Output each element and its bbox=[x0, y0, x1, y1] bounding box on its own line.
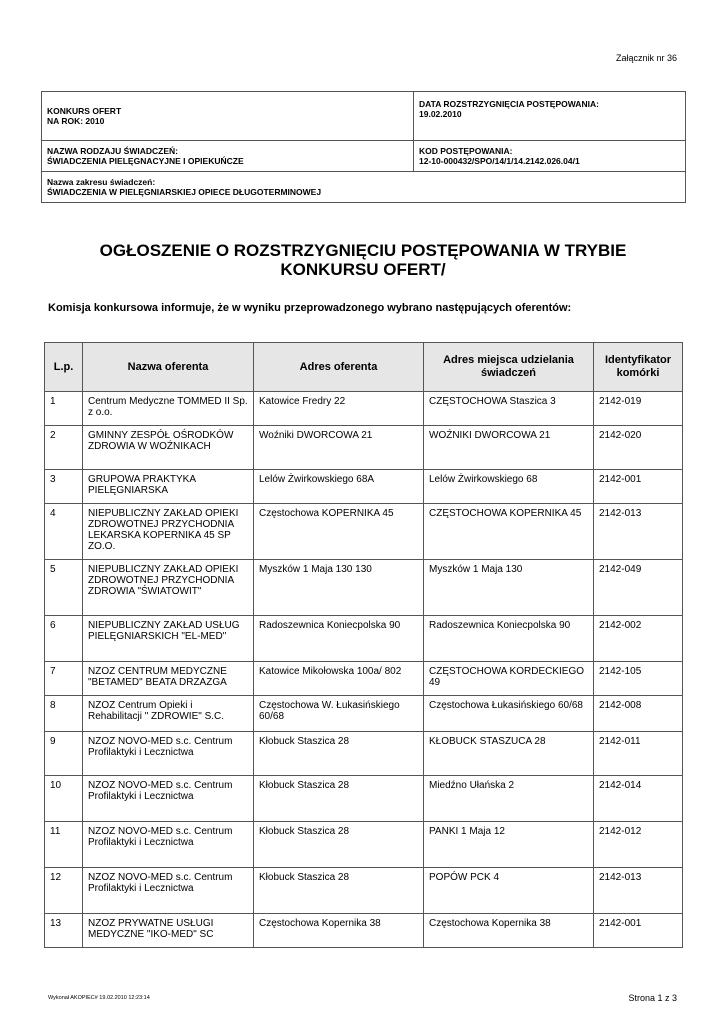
table-row bbox=[45, 662, 683, 696]
cell-id: 2142-020 bbox=[594, 426, 683, 470]
table-row bbox=[45, 822, 683, 868]
cell-name: NZOZ NOVO-MED s.c. Centrum Profilaktyki i Lecznictwa bbox=[83, 732, 254, 776]
cell-name: Centrum Medyczne TOMMED II Sp. z o.o. bbox=[83, 392, 254, 426]
cell-address: Myszków 1 Maja 130 130 bbox=[254, 560, 424, 616]
cell-id: 2142-001 bbox=[594, 914, 683, 948]
table-row bbox=[45, 426, 683, 470]
cell-lp: 8 bbox=[45, 696, 83, 732]
page-title bbox=[41, 241, 685, 279]
cell-address: Radoszewnica Koniecpolska 90 bbox=[254, 616, 424, 662]
cell-place: PANKI 1 Maja 12 bbox=[424, 822, 594, 868]
header-name: Nazwa oferenta bbox=[83, 343, 254, 392]
procedure-code-cell bbox=[414, 141, 686, 172]
cell-lp: 2 bbox=[45, 426, 83, 470]
cell-id: 2142-013 bbox=[594, 504, 683, 560]
cell-address: Kłobuck Staszica 28 bbox=[254, 732, 424, 776]
contest-label: KONKURS OFERT bbox=[47, 106, 122, 116]
cell-id: 2142-012 bbox=[594, 822, 683, 868]
cell-place: Częstochowa Kopernika 38 bbox=[424, 914, 594, 948]
cell-address: Częstochowa KOPERNIKA 45 bbox=[254, 504, 424, 560]
cell-place: Częstochowa Łukasińskiego 60/68 bbox=[424, 696, 594, 732]
cell-name: NZOZ NOVO-MED s.c. Centrum Profilaktyki i Lecznictwa bbox=[83, 776, 254, 822]
cell-name: NZOZ PRYWATNE USŁUGI MEDYCZNE "IKO-MED" SC bbox=[83, 914, 254, 948]
cell-name: NIEPUBLICZNY ZAKŁAD OPIEKI ZDROWOTNEJ PRZYCHODNIA LEKARSKA KOPERNIKA 45 SP ZO.O. bbox=[83, 504, 254, 560]
cell-place: Miedźno Ułańska 2 bbox=[424, 776, 594, 822]
table-header-row bbox=[45, 343, 683, 392]
cell-lp: 9 bbox=[45, 732, 83, 776]
header-id: Identyfikator komórki bbox=[594, 343, 683, 392]
table-row bbox=[45, 470, 683, 504]
cell-place: Myszków 1 Maja 130 bbox=[424, 560, 594, 616]
cell-place: KŁOBUCK STASZUCA 28 bbox=[424, 732, 594, 776]
table-row bbox=[45, 776, 683, 822]
cell-place: Radoszewnica Koniecpolska 90 bbox=[424, 616, 594, 662]
cell-place: POPÓW PCK 4 bbox=[424, 868, 594, 914]
scope-cell bbox=[42, 172, 686, 203]
decision-date: 19.02.2010 bbox=[419, 109, 462, 119]
cell-address: Kłobuck Staszica 28 bbox=[254, 868, 424, 914]
service-type-label: NAZWA RODZAJU ŚWIADCZEŃ: bbox=[47, 146, 178, 156]
cell-name: NZOZ CENTRUM MEDYCZNE "BETAMED" BEATA DRZAZGA bbox=[83, 662, 254, 696]
cell-lp: 6 bbox=[45, 616, 83, 662]
table-row bbox=[45, 914, 683, 948]
cell-name: NZOZ Centrum Opieki i Rehabilitacji " ZDROWIE" S.C. bbox=[83, 696, 254, 732]
contest-header-table bbox=[41, 91, 686, 203]
procedure-code: 12-10-000432/SPO/14/1/14.2142.026.04/1 bbox=[419, 156, 580, 166]
scope: ŚWIADCZENIA W PIELĘGNIARSKIEJ OPIECE DŁUGOTERMINOWEJ bbox=[47, 187, 322, 197]
title-line-1: OGŁOSZENIE O ROZSTRZYGNIĘCIU POSTĘPOWANIA W TRYBIE bbox=[99, 241, 627, 260]
table-row bbox=[45, 560, 683, 616]
table-row bbox=[45, 392, 683, 426]
title-line-2: KONKURSU OFERT/ bbox=[280, 260, 446, 279]
cell-address: Lelów Żwirkowskiego 68A bbox=[254, 470, 424, 504]
cell-name: NIEPUBLICZNY ZAKŁAD OPIEKI ZDROWOTNEJ PRZYCHODNIA ZDROWIA "ŚWIATOWIT" bbox=[83, 560, 254, 616]
cell-place: CZĘSTOCHOWA Staszica 3 bbox=[424, 392, 594, 426]
cell-name: GMINNY ZESPÓŁ OŚRODKÓW ZDROWIA W WOŹNIKACH bbox=[83, 426, 254, 470]
table-row bbox=[45, 732, 683, 776]
cell-name: NZOZ NOVO-MED s.c. Centrum Profilaktyki i Lecznictwa bbox=[83, 822, 254, 868]
cell-address: Katowice Mikołowska 100a/ 802 bbox=[254, 662, 424, 696]
cell-name: NZOZ NOVO-MED s.c. Centrum Profilaktyki i Lecznictwa bbox=[83, 868, 254, 914]
cell-address: Kłobuck Staszica 28 bbox=[254, 822, 424, 868]
cell-lp: 7 bbox=[45, 662, 83, 696]
table-row bbox=[45, 504, 683, 560]
cell-place: CZĘSTOCHOWA KORDECKIEGO 49 bbox=[424, 662, 594, 696]
cell-place: CZĘSTOCHOWA KOPERNIKA 45 bbox=[424, 504, 594, 560]
scope-label: Nazwa zakresu świadczeń: bbox=[47, 177, 156, 187]
cell-id: 2142-019 bbox=[594, 392, 683, 426]
cell-id: 2142-008 bbox=[594, 696, 683, 732]
cell-lp: 3 bbox=[45, 470, 83, 504]
cell-address: Woźniki DWORCOWA 21 bbox=[254, 426, 424, 470]
cell-lp: 12 bbox=[45, 868, 83, 914]
procedure-code-label: KOD POSTĘPOWANIA: bbox=[419, 146, 513, 156]
table-row bbox=[45, 868, 683, 914]
cell-address: Częstochowa W. Łukasińskiego 60/68 bbox=[254, 696, 424, 732]
service-type: ŚWIADCZENIA PIELĘGNACYJNE I OPIEKUŃCZE bbox=[47, 156, 244, 166]
header-lp: L.p. bbox=[45, 343, 83, 392]
table-row bbox=[45, 696, 683, 732]
cell-lp: 11 bbox=[45, 822, 83, 868]
cell-name: GRUPOWA PRAKTYKA PIELĘGNIARSKA bbox=[83, 470, 254, 504]
cell-lp: 5 bbox=[45, 560, 83, 616]
cell-lp: 10 bbox=[45, 776, 83, 822]
cell-name: NIEPUBLICZNY ZAKŁAD USŁUG PIELĘGNIARSKICH "EL-MED" bbox=[83, 616, 254, 662]
cell-id: 2142-011 bbox=[594, 732, 683, 776]
service-type-cell bbox=[42, 141, 414, 172]
header-place: Adres miejsca udzielania świadczeń bbox=[424, 343, 594, 392]
cell-id: 2142-105 bbox=[594, 662, 683, 696]
decision-date-label: DATA ROZSTRZYGNIĘCIA POSTĘPOWANIA: bbox=[419, 99, 599, 109]
intro-text: Komisja konkursowa informuje, że w wyniku przeprowadzonego wybrano następujących oferentów: bbox=[48, 302, 572, 314]
table-row bbox=[45, 616, 683, 662]
footer-author: Wykonał AKOPIEC# 19.02.2010 12:23:14 bbox=[48, 995, 150, 1001]
cell-address: Katowice Fredry 22 bbox=[254, 392, 424, 426]
cell-id: 2142-002 bbox=[594, 616, 683, 662]
cell-id: 2142-013 bbox=[594, 868, 683, 914]
cell-lp: 13 bbox=[45, 914, 83, 948]
page-number: Strona 1 z 3 bbox=[628, 993, 677, 1003]
year-label: NA ROK: 2010 bbox=[47, 116, 105, 126]
cell-id: 2142-049 bbox=[594, 560, 683, 616]
attachment-label: Załącznik nr 36 bbox=[615, 53, 677, 63]
cell-id: 2142-001 bbox=[594, 470, 683, 504]
cell-id: 2142-014 bbox=[594, 776, 683, 822]
cell-place: Lelów Żwirkowskiego 68 bbox=[424, 470, 594, 504]
cell-place: WOŹNIKI DWORCOWA 21 bbox=[424, 426, 594, 470]
cell-address: Kłobuck Staszica 28 bbox=[254, 776, 424, 822]
decision-date-cell bbox=[414, 92, 686, 141]
cell-address: Częstochowa Kopernika 38 bbox=[254, 914, 424, 948]
contest-cell bbox=[42, 92, 414, 141]
cell-lp: 4 bbox=[45, 504, 83, 560]
cell-lp: 1 bbox=[45, 392, 83, 426]
header-address: Adres oferenta bbox=[254, 343, 424, 392]
offerents-table bbox=[44, 342, 683, 948]
